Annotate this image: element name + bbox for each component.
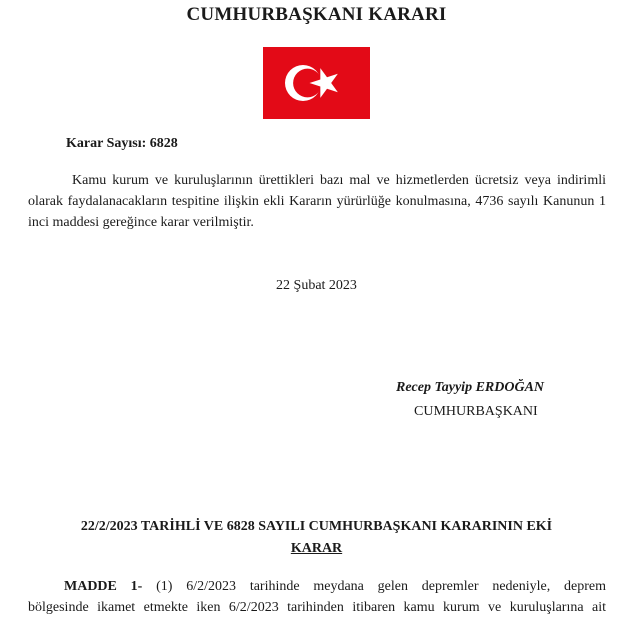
document-title: CUMHURBAŞKANI KARARI <box>186 4 447 25</box>
signer-name: Recep Tayyip ERDOĞAN <box>396 380 545 395</box>
turkish-flag-icon <box>263 47 370 119</box>
article-label: MADDE 1- <box>64 579 143 594</box>
annex-title-line1: 22/2/2023 TARİHLİ VE 6828 SAYILI CUMHURBAŞKANI KARARININ EKİ <box>80 519 553 534</box>
article-next-line: bölgesinde ikamet etmekte iken 6/2/2023 tarihinden itibaren kamu kurum ve kuruluşlarına ait <box>28 600 606 615</box>
annex-title-line2: KARAR <box>290 541 343 556</box>
article-1 <box>28 576 607 615</box>
article-text: (1) 6/2/2023 tarihinde meydana gelen depremler nedeniyle, deprem <box>156 579 607 594</box>
decree-date: 22 Şubat 2023 <box>276 278 357 293</box>
decision-number: Karar Sayısı: 6828 <box>66 136 178 151</box>
decree-body-paragraph: Kamu kurum ve kuruluşlarının ürettikleri bazı mal ve hizmetlerden ücretsiz veya indirimli olarak faydalanacakların tespitine ilişkin ekli Kararın yürürlüğe konulmasına, 4736 sayılı Kanunun 1 inci maddesi gereğince karar verilmiştir. <box>28 173 606 230</box>
signer-title: CUMHURBAŞKANI <box>414 404 538 419</box>
annex-title <box>0 516 633 560</box>
